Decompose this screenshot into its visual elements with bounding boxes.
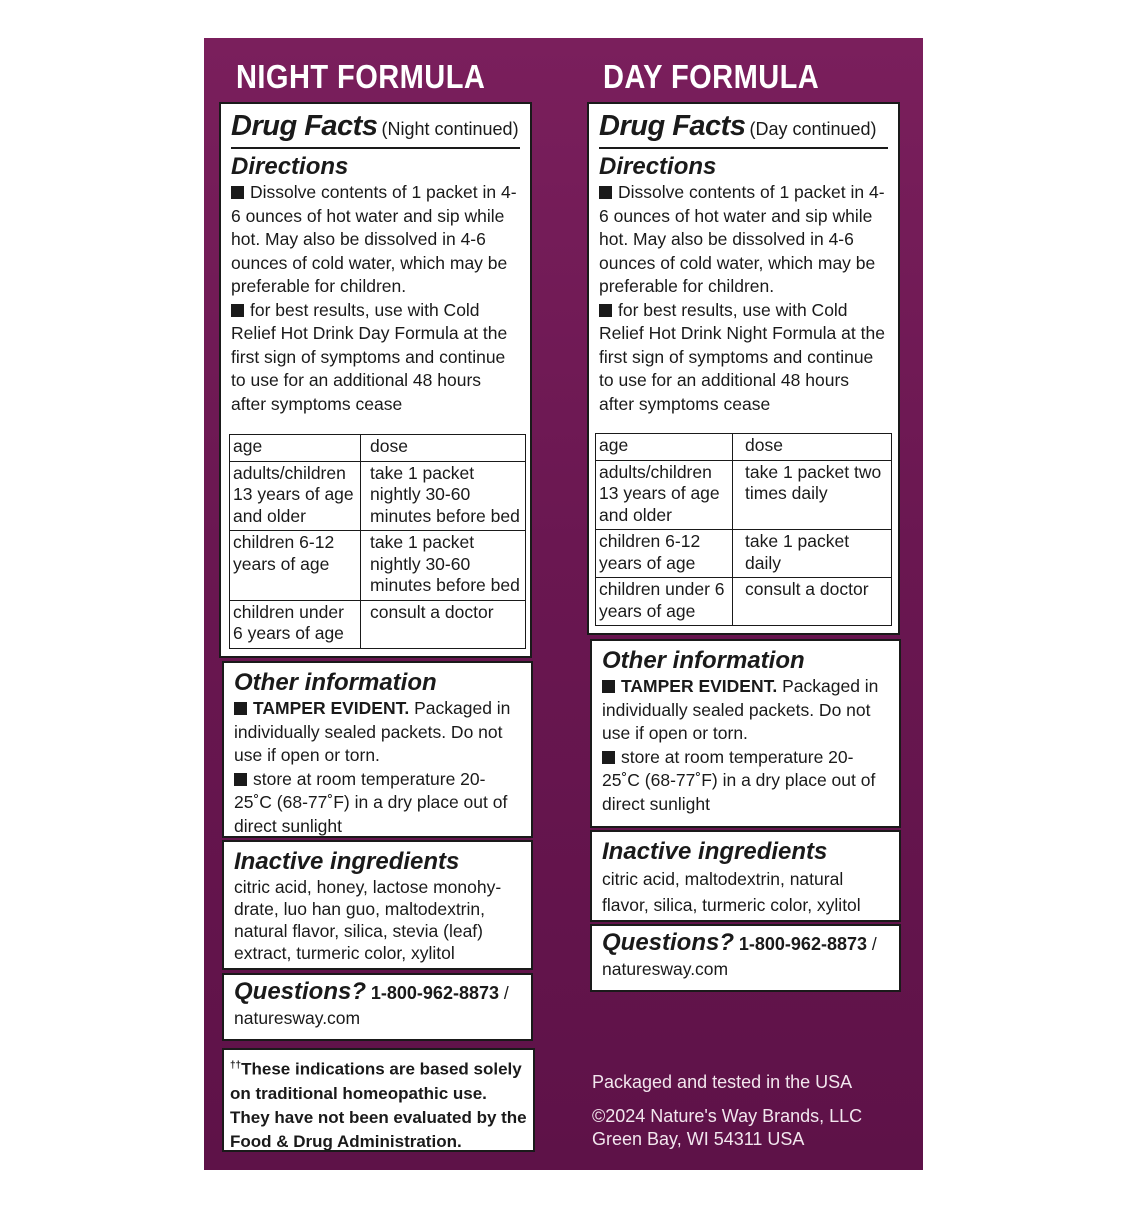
day-drug-facts-title: Drug Facts — [599, 110, 746, 142]
bullet-square-icon — [234, 773, 247, 786]
night-inactive-title: Inactive ingredients — [234, 848, 460, 875]
night-dosage-table — [229, 434, 526, 649]
tamper-evident-label: TAMPER EVIDENT. — [253, 698, 410, 718]
night-disclaimer — [230, 1054, 527, 1154]
table-cell-dose: consult a doctor — [733, 578, 892, 626]
bullet-square-icon — [231, 186, 244, 199]
day-drug-facts-box — [587, 102, 900, 635]
copyright-notice: ©2024 Nature's Way Brands, LLC — [592, 1106, 863, 1126]
night-direction-1 — [231, 181, 520, 299]
day-phone-number: 1-800-962-8873 — [738, 934, 867, 954]
bullet-square-icon — [599, 186, 612, 199]
table-header-dose: dose — [361, 435, 526, 462]
night-formula-title: NIGHT FORMULA — [236, 58, 486, 95]
bullet-square-icon — [231, 304, 244, 317]
day-drug-facts-header — [599, 110, 888, 149]
night-direction-2 — [231, 299, 520, 417]
day-direction-1-text: Dissolve contents of 1 packet in 4-6 ounces of hot water and sip while hot. May also be dissolved in 4-6 ounces of cold water, which may be preferable for children. — [599, 182, 885, 296]
table-row — [596, 578, 892, 626]
company-address: Green Bay, WI 54311 USA — [592, 1129, 805, 1149]
night-disclaimer-box — [222, 1048, 535, 1152]
bullet-square-icon — [602, 680, 615, 693]
night-questions-line — [234, 979, 521, 1006]
night-questions-box — [222, 973, 533, 1041]
night-directions-title: Directions — [231, 153, 349, 180]
bullet-square-icon — [234, 702, 247, 715]
night-inactive-text: citric acid, honey, lactose monohy-drate, luo han guo, maltodextrin, natural flavor, silica, stevia (leaf) extract, turmeric color, xylitol — [234, 877, 502, 963]
day-tamper-evident — [602, 675, 889, 746]
table-header-row — [230, 435, 526, 462]
table-cell-age: children 6-12 years of age — [596, 530, 733, 578]
table-row — [230, 461, 526, 531]
night-disclaimer-text: These indications are based solely on traditional homeopathic use. They have not been evaluated by the Food & Drug Administration. — [230, 1059, 527, 1151]
night-other-information-box — [222, 661, 533, 838]
day-questions-line — [602, 930, 889, 957]
day-direction-2-text: for best results, use with Cold Relief Hot Drink Night Formula at the first sign of symptoms and continue to use for an additional 48 hours after symptoms cease — [599, 299, 885, 414]
night-phone-number: 1-800-962-8873 — [370, 983, 499, 1003]
day-website: naturesway.com — [602, 959, 729, 979]
table-cell-age: adults/children 13 years of age and older — [230, 461, 361, 531]
day-inactive-title: Inactive ingredients — [602, 838, 828, 865]
day-other-information-box — [590, 639, 901, 828]
table-row — [596, 530, 892, 578]
day-continued-label: (Day continued) — [749, 119, 877, 139]
table-cell-dose: take 1 packet nightly 30-60 minutes before bed — [361, 461, 526, 531]
table-row — [230, 600, 526, 648]
night-other-information-title: Other information — [234, 669, 437, 696]
table-cell-age: children 6-12 years of age — [230, 531, 361, 601]
table-cell-dose: take 1 packet daily — [733, 530, 892, 578]
day-storage — [602, 746, 889, 817]
table-cell-dose: take 1 packet two times daily — [733, 460, 892, 530]
day-inactive-ingredients-box — [590, 830, 901, 922]
night-drug-facts-header — [231, 110, 520, 149]
slash-separator: / — [871, 934, 877, 954]
night-drug-facts-title: Drug Facts — [231, 110, 378, 142]
night-questions-title: Questions? — [234, 978, 367, 1005]
night-tamper-text: Packaged in individually sealed packets. Do not use if open or torn. — [234, 698, 511, 765]
day-other-information-title: Other information — [602, 647, 805, 674]
table-header-age: age — [596, 434, 733, 461]
night-website: naturesway.com — [234, 1008, 361, 1028]
table-header-row — [596, 434, 892, 461]
night-storage — [234, 768, 521, 839]
night-storage-text: store at room temperature 20-25˚C (68-77˚F) in a dry place out of direct sunlight — [234, 768, 508, 836]
bullet-square-icon — [599, 304, 612, 317]
tamper-evident-label: TAMPER EVIDENT. — [621, 676, 778, 696]
packaged-in-usa: Packaged and tested in the USA — [592, 1072, 853, 1092]
day-questions-title: Questions? — [602, 929, 735, 956]
dagger-mark: †† — [230, 1060, 242, 1071]
day-tamper-text: Packaged in individually sealed packets. Do not use if open or torn. — [602, 676, 879, 743]
day-questions-box — [590, 924, 901, 992]
day-inactive-text: citric acid, maltodextrin, natural flavor, silica, turmeric color, xylitol — [602, 869, 861, 915]
slash-separator: / — [503, 983, 509, 1003]
table-row — [230, 531, 526, 601]
day-direction-1 — [599, 181, 888, 299]
day-directions-title: Directions — [599, 153, 717, 180]
table-header-dose: dose — [733, 434, 892, 461]
bullet-square-icon — [602, 751, 615, 764]
day-formula-title: DAY FORMULA — [603, 58, 820, 95]
table-cell-dose: consult a doctor — [361, 600, 526, 648]
night-drug-facts-box — [219, 102, 532, 658]
table-header-age: age — [230, 435, 361, 462]
day-direction-2 — [599, 299, 888, 417]
table-cell-age: children under 6 years of age — [596, 578, 733, 626]
night-direction-1-text: Dissolve contents of 1 packet in 4-6 ounces of hot water and sip while hot. May also be dissolved in 4-6 ounces of cold water, which may be preferable for children. — [231, 182, 517, 296]
night-continued-label: (Night continued) — [381, 119, 519, 139]
table-cell-dose: take 1 packet nightly 30-60 minutes before bed — [361, 531, 526, 601]
day-storage-text: store at room temperature 20-25˚C (68-77˚F) in a dry place out of direct sunlight — [602, 746, 876, 814]
night-inactive-ingredients-box — [222, 840, 533, 970]
day-dosage-table — [595, 433, 892, 626]
table-cell-age: children under 6 years of age — [230, 600, 361, 648]
night-tamper-evident — [234, 697, 521, 768]
table-cell-age: adults/children 13 years of age and older — [596, 460, 733, 530]
table-row — [596, 460, 892, 530]
night-direction-2-text: for best results, use with Cold Relief Hot Drink Day Formula at the first sign of symptoms and continue to use for an additional 48 hours after symptoms cease — [231, 299, 508, 414]
